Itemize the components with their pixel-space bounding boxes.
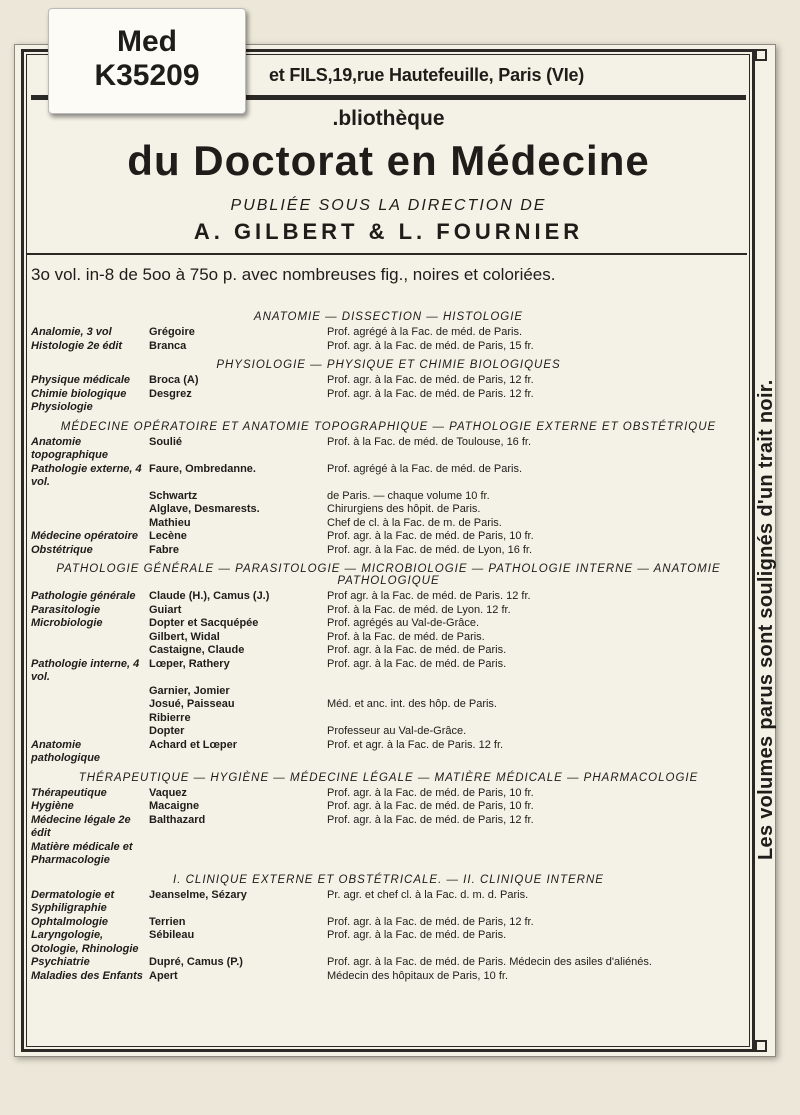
entry-description: [327, 401, 746, 415]
entry-subject: Microbiologie: [31, 617, 103, 629]
entry-description: Prof. agr. à la Fac. de méd. de Paris. Médecin des asiles d'aliénés.: [327, 956, 652, 968]
section-heading: THÉRAPEUTIQUE — HYGIÈNE — MÉDECINE LÉGALE — MATIÈRE MÉDICALE — PHARMACOLOGIE: [78, 771, 699, 784]
entry-description: Pr. agr. et chef cl. à la Fac. d. m. d. Paris.: [327, 888, 529, 901]
entry-author: Achard et Lœper: [149, 738, 238, 751]
entry-subject: Pathologie générale: [31, 590, 136, 602]
entry-subject: Physiologie: [31, 401, 93, 413]
entry-author: Dupré, Camus (P.): [149, 956, 243, 968]
intro-line: 3o vol. in-8 de 5oo à 75o p. avec nombreuses fig., noires et coloriées.: [31, 265, 556, 284]
entry-subject: [31, 725, 149, 739]
catalog-entry: [31, 712, 746, 726]
entry-description: Prof. agr. à la Fac. de méd. de Paris, 10 fr.: [327, 786, 534, 799]
entry-description: Prof. agr. à la Fac. de méd. de Paris, 12 fr.: [327, 915, 534, 928]
entry-description: Prof. à la Fac. de méd. de Paris.: [327, 630, 485, 643]
catalog-entry: [31, 929, 746, 956]
catalog-entry: [31, 658, 746, 685]
entry-description: Prof. agr. à la Fac. de méd. de Lyon, 16 fr.: [327, 543, 533, 556]
catalog-entry: [31, 970, 746, 984]
entry-author: Desgrez: [149, 387, 192, 400]
entry-description: Prof. agr. à la Fac. de méd. de Paris.: [327, 929, 507, 941]
entry-subject: [31, 644, 149, 658]
entry-author: Lecène: [149, 530, 187, 542]
entry-description: Prof. agr. à la Fac. de méd. de Paris, 12 fr.: [327, 374, 534, 386]
page-title: du Doctorat en Médecine: [127, 137, 650, 184]
section-heading: MÉDECINE OPÉRATOIRE ET ANATOMIE TOPOGRAPHIQUE — PATHOLOGIE EXTERNE ET OBSTÉTRIQUE: [60, 420, 717, 433]
collection-name: .bliothèque: [332, 107, 445, 130]
entry-subject: Matière médicale et Pharmacologie: [31, 840, 133, 866]
entry-description: Prof. agr. à la Fac. de méd. de Paris, 10 fr.: [327, 530, 534, 542]
catalog-entry: [31, 698, 746, 712]
section-heading: I. CLINIQUE EXTERNE ET OBSTÉTRICALE. — II. CLINIQUE INTERNE: [173, 873, 604, 886]
entry-subject: Parasitologie: [31, 603, 101, 616]
section-heading: PHYSIOLOGIE — PHYSIQUE ET CHIMIE BIOLOGIQUES: [216, 359, 561, 371]
entry-subject: Maladies des Enfants: [31, 969, 143, 982]
entry-author: Garnier, Jomier: [149, 684, 230, 697]
catalog-entry: [31, 503, 746, 517]
entry-author: Apert: [149, 969, 178, 982]
entry-author: Sébileau: [149, 929, 195, 941]
entry-author: Guiart: [149, 603, 182, 616]
catalog-entry: [31, 787, 746, 801]
catalog-entry: [31, 463, 746, 490]
entry-subject: [31, 517, 149, 531]
catalog-entry: [31, 725, 746, 739]
entry-description: Médecin des hôpitaux de Paris, 10 fr.: [327, 969, 508, 982]
entry-author: Fabre: [149, 543, 179, 556]
entry-author: Alglave, Desmarests.: [149, 503, 260, 515]
entry-subject: Anatomie topographique: [31, 435, 108, 461]
entry-description: Méd. et anc. int. des hôp. de Paris.: [327, 698, 497, 710]
catalog-entry: [31, 617, 746, 631]
entry-description: Prof. à la Fac. de méd. de Toulouse, 16 fr.: [327, 435, 532, 448]
entry-subject: [31, 685, 149, 699]
section-heading: PATHOLOGIE GÉNÉRALE — PARASITOLOGIE — MICROBIOLOGIE — PATHOLOGIE INTERNE — ANATOMIE PATHOLOGIQUE: [56, 563, 721, 587]
section-heading: ANATOMIE — DISSECTION — HISTOLOGIE: [253, 311, 524, 323]
entry-description: Prof. agr. à la Fac. de méd. de Paris, 15 fr.: [327, 339, 534, 352]
entry-subject: [31, 698, 149, 712]
entry-subject: Pathologie externe, 4 vol.: [31, 462, 142, 488]
entry-subject: Ophtalmologie: [31, 915, 108, 928]
entry-subject: Anatomie pathologique: [31, 738, 101, 764]
entry-author: Vaquez: [149, 786, 187, 799]
entry-description: Chef de cl. à la Fac. de m. de Paris.: [327, 516, 502, 529]
entry-subject: Hygiène: [31, 800, 74, 812]
catalog-entry: [31, 916, 746, 930]
entry-author: Jeanselme, Sézary: [149, 888, 247, 901]
catalog-entry: [31, 544, 746, 558]
entry-description: Professeur au Val-de-Grâce.: [327, 725, 467, 737]
entry-author: Faure, Ombredanne.: [149, 462, 256, 475]
library-label: [48, 8, 246, 114]
entry-description: Prof. agr. à la Fac. de méd. de Paris, 10 fr.: [327, 800, 534, 812]
catalog-entry: [31, 530, 746, 544]
divider: [27, 253, 747, 255]
entry-author: Broca (A): [149, 374, 199, 386]
entry-description: de Paris. — chaque volume 10 fr.: [327, 489, 490, 502]
entry-author: Dopter: [149, 725, 185, 737]
catalog-entry: [31, 401, 746, 415]
entry-author: Lœper, Rathery: [149, 657, 230, 670]
catalog-entry: [31, 644, 746, 658]
corner-square-icon: [755, 49, 767, 61]
entry-description: Chirurgiens des hôpit. de Paris.: [327, 503, 481, 515]
catalog-page: [14, 44, 776, 1057]
entry-author: Gilbert, Widal: [149, 630, 220, 643]
entry-description: Prof agr. à la Fac. de méd. de Paris. 12 fr.: [327, 590, 531, 602]
library-label-line1: Med: [117, 25, 177, 58]
entry-subject: Laryngologie, Otologie, Rhinologie: [31, 929, 139, 955]
entry-author: Macaigne: [149, 800, 200, 812]
catalog-entry: [31, 685, 746, 699]
entry-subject: [31, 631, 149, 645]
entry-subject: Pathologie interne, 4 vol.: [31, 657, 140, 683]
catalog-entry: [31, 814, 746, 841]
library-label-line2: K35209: [94, 59, 200, 92]
entry-subject: Histologie 2e édit: [31, 339, 123, 352]
catalog-entry: [31, 739, 746, 766]
entry-description: Prof. agr. à la Fac. de méd. de Paris.: [327, 657, 507, 670]
entry-description: Prof. agrégé à la Fac. de méd. de Paris.: [327, 462, 523, 475]
catalog-entry: [31, 517, 746, 531]
entry-author: Josué, Paisseau: [149, 698, 235, 710]
catalog-entry: [31, 956, 746, 970]
entry-subject: Médecine légale 2e édit: [31, 813, 131, 839]
entry-author: Claude (H.), Camus (J.): [149, 590, 270, 602]
entry-description: [327, 685, 746, 699]
entry-author: [149, 401, 327, 415]
entry-author: Balthazard: [149, 813, 206, 826]
entry-subject: Psychiatrie: [31, 956, 90, 968]
entry-subject: [31, 503, 149, 517]
entry-subject: [31, 490, 149, 504]
entry-description: Prof. et agr. à la Fac. de Paris. 12 fr.: [327, 738, 504, 751]
entry-description: [327, 712, 746, 726]
entry-description: Prof. agr. à la Fac. de méd. de Paris.: [327, 644, 507, 656]
catalog-entry: [31, 490, 746, 504]
catalog-entry: [31, 340, 746, 354]
entry-description: [327, 841, 746, 868]
catalog-entry: [31, 590, 746, 604]
entry-description: Prof. agr. à la Fac. de méd. de Paris. 12 fr.: [327, 387, 534, 400]
published-under: PUBLIÉE SOUS LA DIRECTION DE: [230, 197, 547, 214]
catalog-entry: [31, 374, 746, 388]
catalog-entry: [31, 436, 746, 463]
catalog-entry: [31, 604, 746, 618]
entry-description: Prof. à la Fac. de méd. de Lyon. 12 fr.: [327, 603, 511, 616]
entry-author: Castaigne, Claude: [149, 644, 245, 656]
catalog-entry: [31, 631, 746, 645]
entry-description: Prof. agrégé à la Fac. de méd. de Paris.: [327, 326, 523, 338]
entry-author: Ribierre: [149, 711, 191, 724]
entry-subject: Médecine opératoire: [31, 530, 138, 542]
entry-author: [149, 841, 327, 868]
entry-description: Prof. agrégés au Val-de-Grâce.: [327, 617, 480, 629]
entry-subject: Analomie, 3 vol: [31, 326, 112, 338]
catalog-entry: [31, 326, 746, 340]
entry-subject: Chimie biologique: [31, 387, 127, 400]
catalog-entry: [31, 800, 746, 814]
entry-author: Branca: [149, 339, 187, 352]
corner-square-icon: [755, 1040, 767, 1052]
entry-author: Schwartz: [149, 489, 198, 502]
entry-subject: Obstétrique: [31, 543, 93, 556]
side-note: Les volumes parus sont soulignés d'un trait noir.: [755, 379, 777, 861]
entry-subject: Dermatologie et Syphiligraphie: [31, 888, 115, 914]
entry-author: Terrien: [149, 915, 186, 928]
sections-list: [31, 305, 746, 983]
entry-subject: Thérapeutique: [31, 786, 107, 799]
entry-author: Soulié: [149, 435, 183, 448]
catalog-entry: [31, 889, 746, 916]
publisher-address: et FILS,19,rue Hautefeuille, Paris (VIe): [269, 65, 585, 85]
entry-subject: [31, 712, 149, 726]
entry-author: Dopter et Sacquépée: [149, 617, 259, 629]
catalog-entry: [31, 841, 746, 868]
catalog-entry: [31, 388, 746, 402]
editors: A. GILBERT & L. FOURNIER: [193, 219, 584, 244]
entry-author: Mathieu: [149, 516, 191, 529]
entry-subject: Physique médicale: [31, 374, 131, 386]
entry-author: Grégoire: [149, 326, 195, 338]
entry-description: Prof. agr. à la Fac. de méd. de Paris, 12 fr.: [327, 813, 534, 826]
